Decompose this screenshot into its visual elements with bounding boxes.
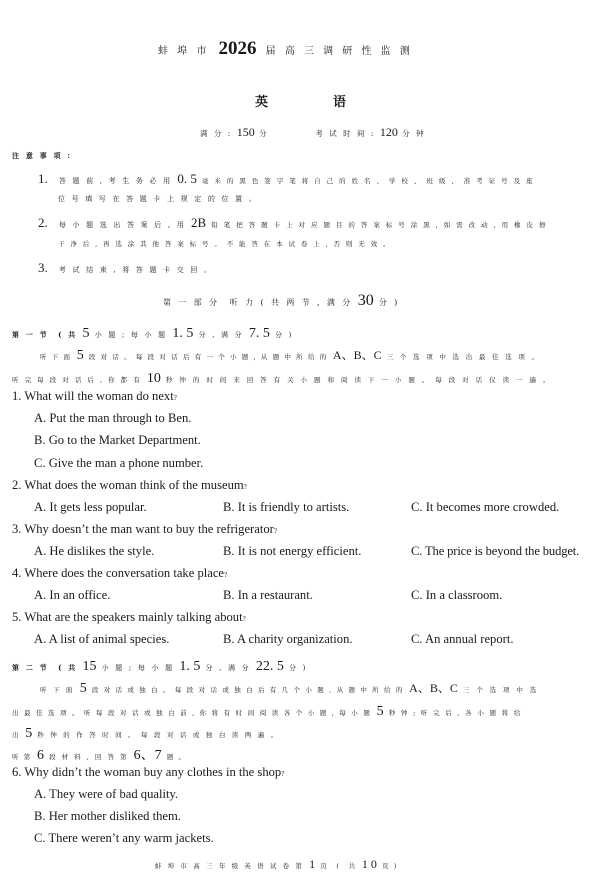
notice-item-3: 3. 考 试 结 束 , 将 答 题 卡 交 回 。: [38, 260, 214, 275]
full-score-label: 满 分 :: [200, 129, 233, 138]
question-4-option-c[interactable]: C. In a classroom.: [411, 588, 503, 602]
question-6-option-a[interactable]: A. They were of bad quality.: [34, 787, 179, 801]
section2-heading: 第 二 节 ( 共 15 小 题 ; 每 小 题 1. 5 分 , 满 分 22. 5 分 ): [12, 659, 308, 674]
question-1-option-b[interactable]: B. Go to the Market Department.: [34, 433, 201, 447]
question-5-option-a[interactable]: A. A list of animal species.: [34, 632, 170, 646]
section1-heading: 第 一 节 ( 共 5 小 题 ; 每 小 题 1. 5 分 , 满 分 7. 5 分 ): [12, 326, 294, 341]
time-unit: 分 钟: [402, 129, 426, 138]
page-footer: 蚌 埠 市 高 三 年 级 英 语 试 卷 第 1 页 ( 共 1 0 页 ): [155, 857, 398, 871]
question-1-option-a[interactable]: A. Put the man through to Ben.: [34, 411, 192, 425]
header-year: 2026: [218, 38, 257, 59]
question-3: 3. Why doesn’t the man want to buy the refrigerator?: [12, 522, 277, 536]
notice-title: 注 意 事 项 :: [12, 151, 73, 160]
question-5-option-b[interactable]: B. A charity organization.: [223, 632, 353, 646]
exam-meta: [200, 125, 426, 140]
notice-item-number: 3.: [38, 260, 48, 275]
header-city: 蚌 埠 市: [158, 46, 210, 57]
question-3-option-b[interactable]: B. It is not energy efficient.: [223, 544, 362, 558]
question-4: 4. Where does the conversation take place?: [12, 566, 228, 580]
question-3-option-c[interactable]: C. The price is beyond the budget.: [411, 544, 580, 558]
question-2-option-a[interactable]: A. It gets less popular.: [34, 500, 147, 514]
notice-item-2-line2: 干 净 后 , 再 选 涂 其 他 答 案 标 号 。 不 能 答 在 本 试 卷 上 , 否 则 无 效 。: [58, 240, 392, 248]
full-score-value: 150: [236, 125, 255, 139]
question-2-option-b[interactable]: B. It is friendly to artists.: [223, 500, 350, 514]
section2-instructions-line2: 出 最 佳 选 项 。 听 每 段 对 话 或 独 白 前 , 你 将 有 时 间 阅 读 各 个 小 题 , 每 小 题 5 秒 钟 ; 听 完 后 , 各 小 题 将 给: [12, 704, 523, 719]
section1-instructions-line1: 听 下 面 5 段 对 话 。 每 段 对 话 后 有 一 个 小 题 , 从 题 中 所 给 的 A、B、C 三 个 选 项 中 选 出 最 佳 选 项 。: [40, 348, 541, 363]
question-4-option-b[interactable]: B. In a restaurant.: [223, 588, 313, 602]
section2-instructions-line3: 出 5 秒 钟 的 作 答 时 间 。 每 段 对 话 或 独 白 读 两 遍 。: [12, 726, 280, 741]
header-exam-name: 届 高 三 调 研 性 监 测: [265, 46, 413, 57]
full-score-unit: 分: [259, 129, 269, 138]
notice-item-1: 1. 答 题 前 , 考 生 务 必 用 0. 5 毫 米 的 黑 色 签 字 笔 将 自 己 的 姓 名 、 学 校 、 班 级 、 准 考 证 号 及 座: [38, 171, 535, 186]
question-2: 2. What does the woman think of the museum?: [12, 478, 247, 492]
time-label: 考 试 时 间 :: [315, 129, 376, 138]
section2-instructions-line1: 听 下 面 5 段 对 话 或 独 白 。 每 段 对 话 或 独 白 后 有 几 个 小 题 , 从 题 中 所 给 的 A、B、C 三 个 选 项 中 选: [40, 681, 539, 696]
section1-instructions-line2: 听 完 每 段 对 话 后 , 你 都 有 10 秒 钟 的 时 间 来 回 答 有 关 小 题 和 阅 读 下 一 小 题 。 每 段 对 话 仅 读 一 遍 。: [12, 371, 552, 386]
question-5-option-c[interactable]: C. An annual report.: [411, 632, 514, 646]
part1-title: 第 一 部 分 听 力 ( 共 两 节 , 满 分 30 分 ): [163, 292, 400, 309]
question-1-option-c[interactable]: C. Give the man a phone number.: [34, 456, 204, 470]
question-3-option-a[interactable]: A. He dislikes the style.: [34, 544, 155, 558]
exam-header: [158, 38, 413, 60]
notice-item-number: 2.: [38, 215, 48, 230]
footer-page-number: 1: [309, 857, 316, 871]
section2-instructions-line4: 听 第 6 段 材 料 , 回 答 第 6、7 题 。: [12, 748, 187, 763]
question-1: 1. What will the woman do next?: [12, 389, 177, 403]
question-6-option-b[interactable]: B. Her mother disliked them.: [34, 809, 181, 823]
question-6: 6. Why didn’t the woman buy any clothes in the shop?: [12, 765, 285, 779]
time-value: 120: [379, 125, 398, 139]
question-4-option-a[interactable]: A. In an office.: [34, 588, 111, 602]
question-6-option-c[interactable]: C. There weren’t any warm jackets.: [34, 831, 214, 845]
subject-title: 英 语: [255, 95, 347, 110]
question-2-option-c[interactable]: C. It becomes more crowded.: [411, 500, 560, 514]
notice-item-number: 1.: [38, 171, 48, 186]
notice-item-2: 2. 每 小 题 选 出 答 案 后 , 用 2B 铅 笔 把 答 题 卡 上 对 应 题 目 的 答 案 标 号 涂 黑 , 如 需 改 动 , 用 橡 皮 擦: [38, 215, 548, 230]
footer-total-pages: 1 0: [361, 857, 377, 871]
notice-item-1-line2: 位 号 填 写 在 答 题 卡 上 规 定 的 位 置 。: [58, 195, 258, 203]
question-5: 5. What are the speakers mainly talking about?: [12, 610, 246, 624]
